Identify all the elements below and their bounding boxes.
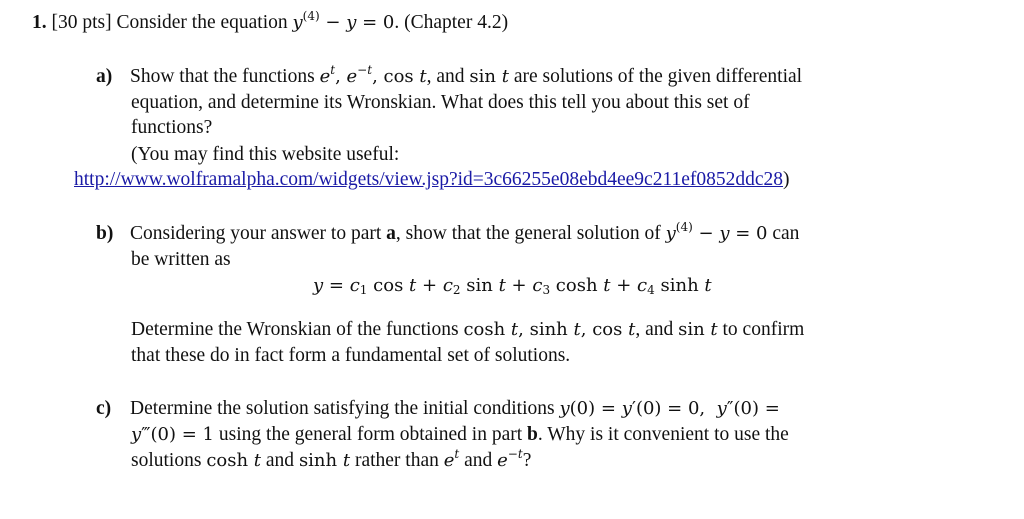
part-c-label: c) — [96, 398, 112, 419]
question-intro: [30 pts] Consider the equation — [51, 12, 288, 33]
part-a-line2: equation, and determine its Wronskian. What does this tell you about this set of — [131, 92, 750, 113]
question-number: 1. — [32, 12, 47, 33]
part-b-line3: Determine the Wronskian of the functions cosh t, sinh t, cos t, and sin t to confirm — [131, 319, 805, 340]
part-c-line3: solutions cosh t and sinh t rather than $e^t$ and $e^{-t}$? — [131, 447, 532, 471]
wolfram-link[interactable]: http://www.wolframalpha.com/widgets/view.jsp?id=3c66255e08ebd4ee9c211ef0852ddc28 — [74, 169, 784, 190]
part-b-line1: b) Considering your answer to part a, show that the general solution of $y^{(4)} - y = 0$ can — [96, 221, 799, 247]
main-equation: $y^{(4)} - y = 0$ — [292, 9, 395, 33]
part-a-line3: functions? — [131, 117, 213, 138]
part-b-label: b) — [96, 223, 114, 244]
function-list: $e^t$, $e^{-t}$, cos t — [319, 63, 427, 87]
part-a-line1: a) Show that the functions $e^t$, $e^{-t}$, cos t, and sin t are solutions of the given differential — [96, 64, 802, 90]
part-b-line4: that these do in fact form a fundamental set of solutions. — [131, 345, 571, 366]
part-b-line2: be written as — [131, 249, 231, 270]
part-c-line1: c) Determine the solution satisfying the initial conditions y(0) = y′(0) = 0, y″(0) = — [96, 396, 780, 422]
chapter-ref: . (Chapter 4.2) — [394, 12, 509, 33]
part-c-line2: y‴(0) = 1 using the general form obtained in part b. Why is it convenient to use the — [131, 424, 789, 445]
question-header — [32, 10, 508, 36]
part-a-label: a) — [96, 66, 113, 87]
part-a-url-line: http://www.wolframalpha.com/widgets/view.jsp?id=3c66255e08ebd4ee9c211ef0852ddc28) — [74, 169, 790, 190]
part-a-line4: (You may find this website useful: — [131, 144, 400, 165]
general-solution-equation: $y = c_1$ $\cos t + c_2$ $\sin t + c_3$ $\cosh t + c_4$ sinh t — [313, 275, 712, 297]
